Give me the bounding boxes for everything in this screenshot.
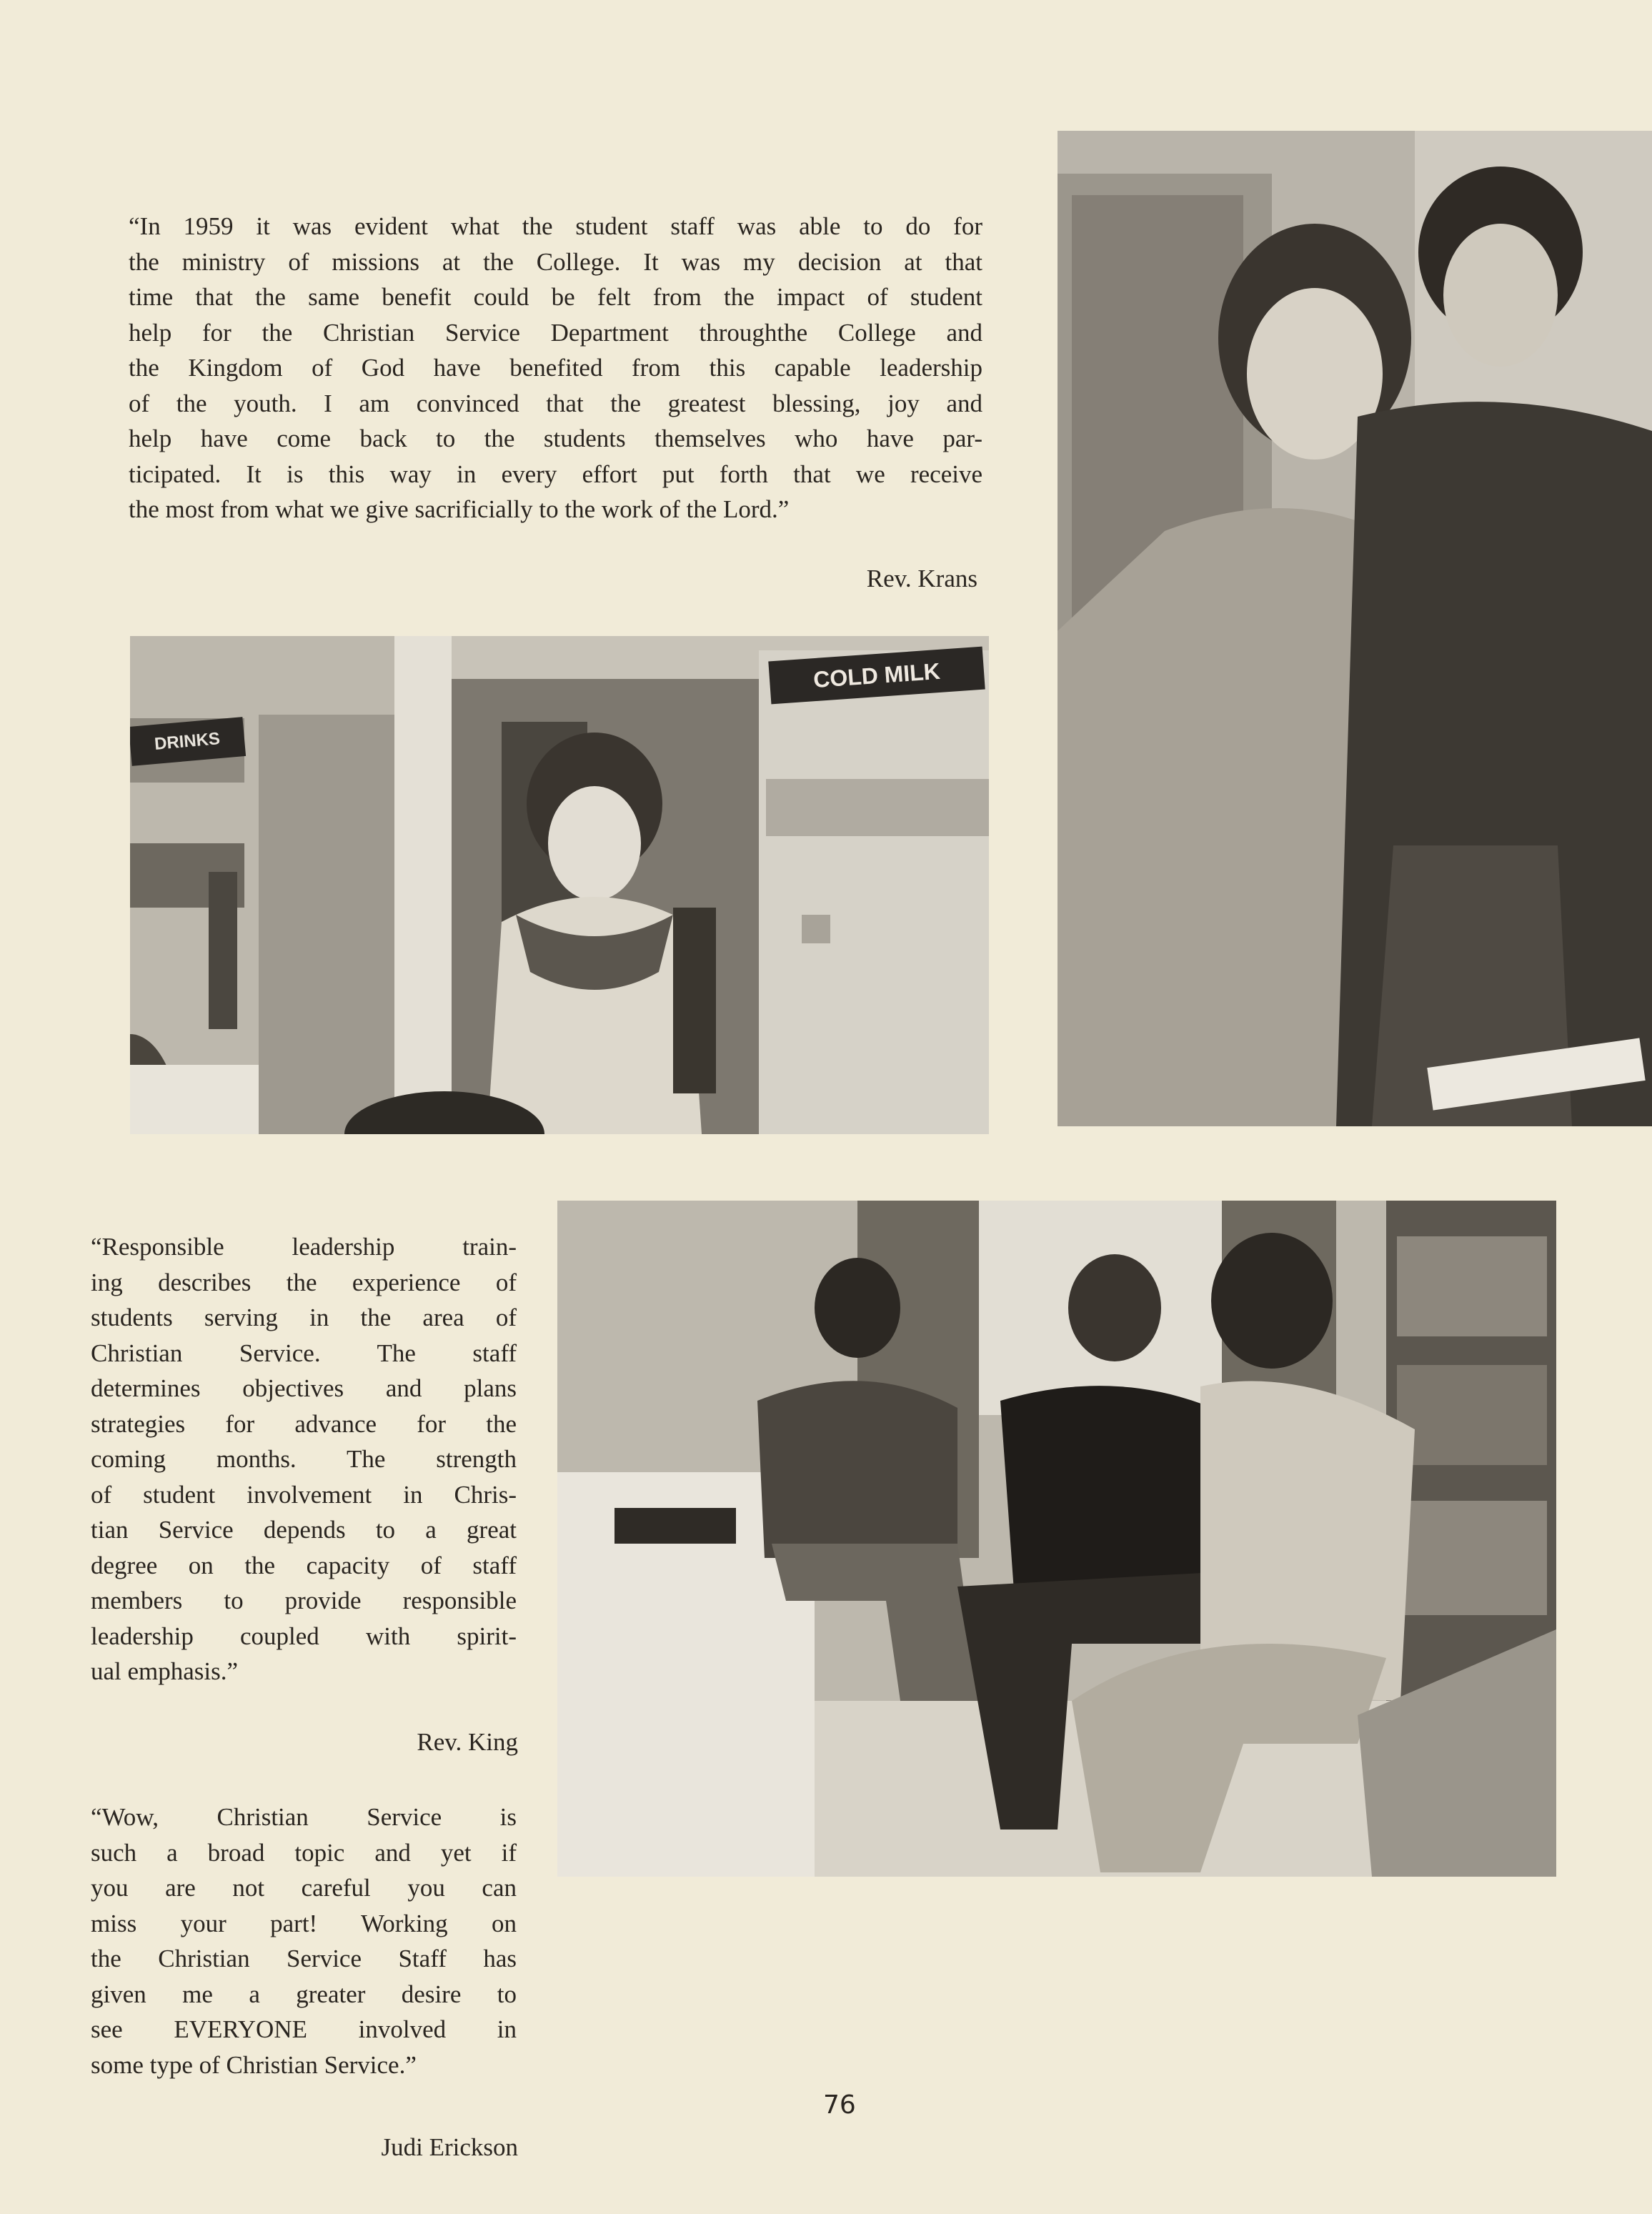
meeting-photo-illustration (557, 1201, 1556, 1877)
quote-line: students serving in the area of (91, 1304, 517, 1331)
quote-line: “Responsible leadership train- (91, 1233, 517, 1261)
vending-photo-illustration (130, 636, 989, 1134)
page-number: 76 (823, 2090, 856, 2120)
quote-line: members to provide responsible (91, 1587, 517, 1614)
quote-line: the Kingdom of God have benefited from this capable leadership (129, 354, 982, 382)
photo-staff-meeting (557, 1201, 1556, 1877)
quote-line: Christian Service. The staff (91, 1339, 517, 1367)
attribution-king: Rev. King (417, 1728, 518, 1756)
quote-line: degree on the capacity of staff (91, 1551, 517, 1579)
quote-line: “Wow, Christian Service is (91, 1803, 517, 1831)
quote-line: given me a greater desire to (91, 1980, 517, 2008)
quote-krans (129, 209, 982, 527)
attribution-krans: Rev. Krans (866, 565, 977, 592)
students-photo-illustration (1058, 131, 1652, 1126)
quote-line: miss your part! Working on (91, 1909, 517, 1937)
photo-two-students (1058, 131, 1652, 1126)
quote-line: help for the Christian Service Department throughthe College and (129, 318, 982, 347)
quote-line: the Christian Service Staff has (91, 1945, 517, 1972)
quote-line: coming months. The strength (91, 1445, 517, 1473)
cold-milk-sign: COLD MILK (768, 647, 985, 705)
quote-line: of student involvement in Chris- (91, 1480, 517, 1509)
quote-line: see EVERYONE involved in (91, 2015, 517, 2043)
quote-line: leadership coupled with spirit- (91, 1622, 517, 1650)
quote-line: determines objectives and plans (91, 1374, 517, 1402)
quote-line: strategies for advance for the (91, 1409, 517, 1438)
drinks-sign: DRINKS (130, 717, 246, 766)
quote-line: the most from what we give sacrificially to the work of the Lord.” (129, 495, 790, 523)
quote-line: ing describes the experience of (91, 1268, 517, 1296)
quote-line: some type of Christian Service.” (91, 2050, 417, 2079)
quote-erickson (91, 1800, 517, 2083)
quote-line: ticipated. It is this way in every effort put forth that we receive (129, 460, 982, 488)
quote-line: such a broad topic and yet if (91, 1838, 517, 1867)
quote-king (91, 1229, 517, 1689)
quote-line: tian Service depends to a great (91, 1516, 517, 1544)
quote-line: time that the same benefit could be felt from the impact of student (129, 283, 982, 311)
quote-line: “In 1959 it was evident what the student staff was able to do for (129, 212, 982, 240)
photo-vending-machines (130, 636, 989, 1134)
quote-line: the ministry of missions at the College. It was my decision at that (129, 247, 982, 276)
quote-line: ual emphasis.” (91, 1657, 239, 1685)
quote-line: help have come back to the students themselves who have par- (129, 425, 982, 452)
quote-line: of the youth. I am convinced that the greatest blessing, joy and (129, 389, 982, 417)
quote-line: you are not careful you can (91, 1874, 517, 1902)
attribution-erickson: Judi Erickson (381, 2133, 518, 2161)
